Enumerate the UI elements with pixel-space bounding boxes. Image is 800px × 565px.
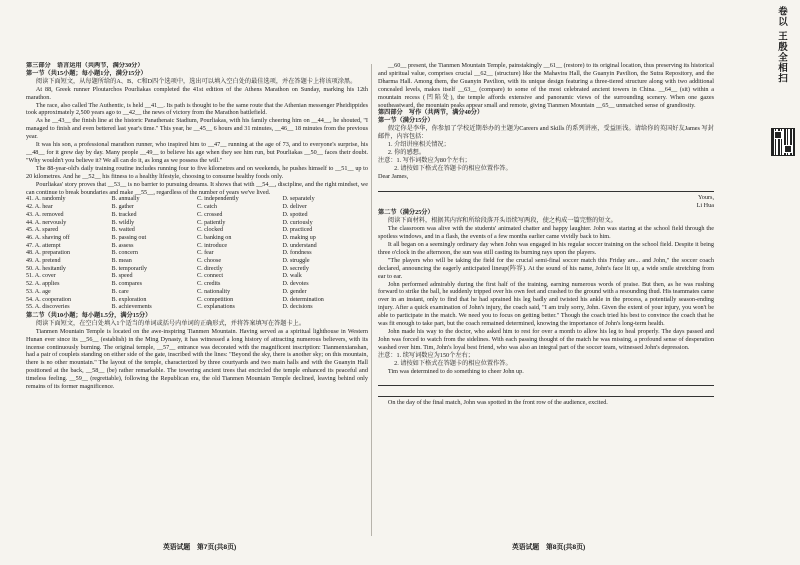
temple-paragraph-continued: __60__ present, the Tianmen Mountain Temple, painstakingly __61__ (restore) to its original location, thus preserving its historical and spiritual value, comprises crucial __62__ (structure) like the Mahavira Hall, the Guanyin Pavilion, the Sutra Repository, and the Dharma Hall. Among them, the Guanyin Pavilion, with its unique design featuring a three-tiered structure along with two additional concealed levels, makes itself __63__ (compare) to some of the most celebrated ancient towers in China. __64__ (sit) within a mountain recess (凹陷处), the temple affords extensive and panoramic views of the surrounding scenery. When one gazes southeastward, the mountain peaks appear small and remote, giving Tianmen Mountain __65__ unmatched sense of grandiosity.: [378, 62, 714, 109]
side-watermark-text: 卷以 王殷全相扫: [776, 6, 787, 84]
letter-closing: Yours,: [697, 193, 714, 201]
option-cell: 45. A. spared: [26, 227, 59, 234]
page-divider: [371, 64, 372, 536]
part-2-instructions: 阅读下面短文，在空白处填入1个适当的单词或括号内单词的正确形式，并将答案填写在答题卡上。: [35, 319, 306, 327]
option-row: [26, 204, 368, 212]
option-cell: B. speed: [111, 273, 133, 280]
option-cell: B. tracked: [111, 211, 137, 218]
cloze-paragraph: At 88, Greek runner Ploutarchos Pourliakas completed the 41st edition of the Athens Marathon on Sunday, marking his 12th marathon.: [26, 85, 368, 101]
writing-2-instructions: 阅读下面材料，根据其内容和所给段落开头语续写两段，使之构成一篇完整的短文。: [387, 217, 617, 225]
option-cell: C. fear: [197, 250, 214, 257]
cloze-paragraph: As he __43__ the finish line at the historic Panathenaic Stadium, Pourliakas, with his family cheering him on __44__, he shouted, "I managed to finish and even bettered last year's time." This year, he __45__ 6 hours and 31 minutes, __46__ 18 minutes from the previous year.: [26, 117, 368, 141]
option-cell: B. annually: [111, 196, 140, 203]
option-row: [26, 304, 368, 312]
answer-line: [378, 388, 714, 397]
option-cell: D. spotted: [282, 211, 308, 218]
option-row: [26, 266, 368, 274]
option-cell: C. nationality: [197, 288, 231, 295]
option-cell: 53. A. age: [26, 288, 51, 295]
part-2-title: 第二节（共10小题；每小题1.5分，满分15分）: [26, 311, 152, 319]
option-cell: C. patiently: [197, 219, 226, 226]
option-cell: D. practiced: [282, 227, 313, 234]
option-cell: 54. A. cooperation: [26, 296, 72, 303]
writing-2-note: 注意：1. 续写词数应为150个左右；: [378, 351, 474, 359]
option-row: [26, 258, 368, 266]
story-paragraph: The classroom was alive with the students' animated chatter and happy laughter. John was staring at the school field through the spotless windows, and in a flash, the events of a few months earlier came vividly back to him.: [378, 225, 714, 241]
cloze-paragraph: The 88-year-old's daily training routine includes running four to five kilometres and on weekends, he pushes himself to __51__ up to 20 kilometres. And he __52__ his fitness to a healthy lifestyle, choosing to consume healthy foods only.: [26, 164, 368, 180]
cloze-passage: [26, 86, 368, 197]
option-cell: 47. A. attempt: [26, 242, 61, 249]
writing-1-note: 2. 请按如下格式在答题卡的相应位置作答。: [394, 164, 512, 172]
option-cell: C. independently: [197, 196, 239, 203]
story-paragraph: John made his way to the doctor, who asked him to rest for over a month to allow his leg to heal properly. The days passed and John was forced to watch from the sidelines. With each passing thought of the match he was missing, a profound sense of desperation washed over him. Tim, John's loyal best friend, who was also an integral part of the soccer team, witnessed John's depression.: [378, 328, 714, 351]
option-cell: 49. A. pretend: [26, 258, 61, 265]
option-cell: B. assess: [111, 242, 134, 249]
page-8: [378, 62, 714, 542]
option-row: [26, 196, 368, 204]
option-cell: B. gather: [111, 204, 134, 211]
option-cell: B. waited: [111, 227, 135, 234]
option-cell: D. decisions: [282, 304, 313, 311]
option-cell: C. competition: [197, 296, 234, 303]
writing-1-point: 1. 介绍讲座相关情况；: [387, 141, 450, 149]
answer-line: [378, 183, 714, 192]
option-cell: B. compares: [111, 281, 142, 288]
cloze-paragraph: The race, also called The Authentic, is held __41__. Its path is thought to be the same route that the Athenian messenger Pheidippides took approximately 2,500 years ago to __42__ the news of victory from the Marathon battlefield.: [26, 101, 368, 117]
option-cell: 48. A. preparation: [26, 250, 70, 257]
option-cell: 55. A. discoveries: [26, 304, 70, 311]
option-cell: D. devotes: [282, 281, 309, 288]
page-7-footer: 英语试题 第7页(共8页): [163, 544, 237, 551]
option-cell: D. struggle: [282, 258, 310, 265]
option-cell: 51. A. cover: [26, 273, 56, 280]
option-cell: B. wildly: [111, 219, 135, 226]
story-paragraph: "The players who will be taking the field for the crucial semi-final soccer match this Friday are... and John," the soccer coach declared, announcing the eagerly anticipated lineup(阵容). At the sound of his name, John's face lit up, a wide smile stretching from ear to ear.: [378, 256, 714, 280]
page-7: [26, 62, 368, 542]
option-row: [26, 220, 368, 228]
writing-1-instructions: 假定你是李华，你参加了学校近期举办的主题为Careers and Skills 的系列讲座，受益匪浅。请给你的英国好友James 写封邮件，内容包括：: [378, 125, 714, 141]
option-cell: D. gender: [282, 288, 307, 295]
section-3-title: 第三部分 语言运用（共两节，满分30分）: [26, 62, 144, 69]
option-cell: C. crossed: [197, 211, 223, 218]
option-row: [26, 273, 368, 281]
temple-paragraph: Tianmen Mountain Temple is located on the awe-inspiring Tianmen Mountain. Having served as a spiritual lighthouse in Western Hunan ever since its __56__ (establish) in the Ming Dynasty, it has witnessed a long history of attracting numerous believers, with its incense continuously burning. The original temple, __57__ entrance was decorated with the magnificent inscription: Tianmenxianshan, had a pair of couplets standing on either side of the gate, inscribed with the lines: "Beyond the sky, there is another sky; on this mountain, there is no other mountain." The layout of the temple, characterized by three courtyards and two main halls and with the Guanyin Hall positioned at the back, __58__ (be) rather remarkable. The towering ancient trees that encircled the temple enhanced its peaceful and timeless feeling. __59__ (regrettable), following the Republican era, the old Tianmen Mountain Temple declined, leaving behind only remains of its former magnificence.: [26, 327, 368, 391]
option-cell: C. credits: [197, 281, 221, 288]
writing-1-point: 2. 你的感想。: [387, 148, 426, 156]
option-row: [26, 212, 368, 220]
option-cell: 44. A. nervously: [26, 219, 67, 226]
letter-signature: Li Hua: [696, 201, 714, 209]
option-cell: D. deliver: [282, 204, 307, 211]
option-cell: C. choose: [197, 258, 222, 265]
cloze-paragraph: It was his son, a professional marathon runner, who inspired him to __47__ running at the age of 73, and to everyone's surprise, his __48__ for it grew day by day. Many people __49__ to believe his age when they see him run, but Pourliakas __50__ faces their doubt. "Why wouldn't you believe it? We all can do it, as long as we possess the will.": [26, 141, 368, 164]
option-cell: D. secretly: [282, 265, 309, 272]
option-cell: C. explanations: [197, 304, 235, 311]
option-row: [26, 235, 368, 243]
option-cell: D. making up: [282, 234, 316, 241]
writing-2-note: 2. 请按如下格式在答题卡的相应位置作答。: [394, 359, 512, 367]
option-cell: 46. A. shaving off: [26, 234, 70, 241]
option-cell: C. clocked: [197, 227, 224, 234]
option-row: [26, 289, 368, 297]
writing-1-note: 注意：1. 写作词数应为80个左右；: [378, 156, 471, 164]
option-cell: 43. A. removed: [26, 211, 64, 218]
option-cell: C. directly: [197, 265, 223, 272]
option-cell: D. separately: [282, 196, 315, 203]
part-1-title: 第一节（共15小题；每小题1分，满分15分）: [26, 69, 147, 77]
option-cell: D. curiously: [282, 219, 313, 226]
writing-1-title: 第一节（满分15分）: [378, 117, 434, 125]
cloze-paragraph: Pourliakas' story proves that __53__ is no barrier to pursuing dreams. It shows that with __54__, discipline, and the right mindset, we can continue to break boundaries and make __55__, regardless of the number of years we've lived.: [26, 180, 368, 196]
option-cell: 41. A. randomly: [26, 196, 66, 203]
section-4-title: 第四部分 写作（共两节，满分40分）: [378, 109, 484, 117]
option-row: [26, 281, 368, 289]
continuation-start-1: Tim was determined to do something to cheer John up.: [387, 367, 524, 375]
letter-greeting: Dear James,: [378, 172, 409, 180]
option-cell: 52. A. applies: [26, 281, 60, 288]
qr-code-icon: [771, 128, 795, 156]
option-cell: 50. A. hesitantly: [26, 265, 66, 272]
option-cell: D. determination: [282, 296, 324, 303]
option-cell: B. achievements: [111, 304, 152, 311]
option-row: [26, 297, 368, 305]
option-cell: C. banking on: [197, 234, 232, 241]
option-row: [26, 250, 368, 258]
page-8-footer: 英语试题 第8页(共8页): [512, 544, 586, 551]
option-cell: 42. A. hear: [26, 204, 53, 211]
option-cell: B. passing out: [111, 234, 147, 241]
option-cell: D. understand: [282, 242, 317, 249]
option-cell: B. care: [111, 288, 129, 295]
story-paragraph: It all began on a seemingly ordinary day when John was engaged in his regular soccer training on the school field. Despite it being three o'clock in the afternoon, the sun was still casting its burning rays upon the players.: [378, 241, 714, 256]
option-cell: C. catch: [197, 204, 217, 211]
option-row: [26, 227, 368, 235]
option-cell: C. introduce: [197, 242, 228, 249]
option-cell: D. fondness: [282, 250, 312, 257]
answer-line: [378, 377, 714, 386]
option-cell: B. concern: [111, 250, 138, 257]
part-1-instructions: 阅读下面短文，从每题所给的A、B、C和D四个选项中，选出可以填入空白处的最佳选项，并在答题卡上将该项涂黑。: [35, 77, 357, 85]
continuation-start-2: On the day of the final match, John was spotted in the front row of the audience, excited.: [387, 399, 608, 407]
option-cell: B. exploration: [111, 296, 147, 303]
option-cell: D. walk: [282, 273, 302, 280]
option-cell: B. temporarily: [111, 265, 148, 272]
options-table: [26, 196, 368, 312]
story-paragraph: John performed admirably during the first half of the training, earning numerous words of praise. But then, as he was rushing forward to strike the ball, he suddenly tripped over his own feet and crashed to the ground with a resounding thud. His teammates came over in an instant, only to find that he had sprained his leg badly and twisted his ankle in the process, a potentially season-ending injury. After a quick examination of John's injury, the coach said, "I am truly sorry, John. Given the extent of your injury, you won't be able to participate in the match. We need you to focus on getting better." Though the coach tried his best to convince the coach that he was fit enough to take part, but the coach remained determined, knowing the importance of John's long-term health.: [378, 280, 714, 328]
option-cell: B. mean: [111, 258, 132, 265]
writing-2-title: 第二节（满分25分）: [378, 209, 434, 217]
option-cell: C. connect: [197, 273, 224, 280]
